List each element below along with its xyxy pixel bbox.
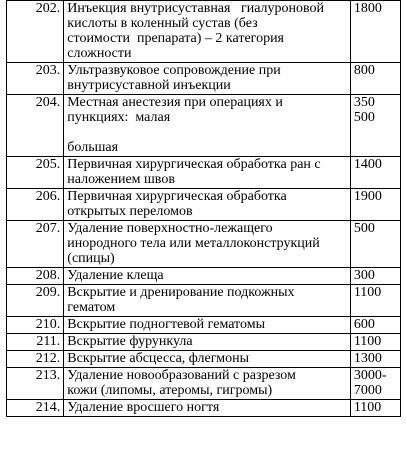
service-name-line: Первичная хирургическая обработка ран с [67,157,321,172]
table-row [7,95,401,157]
row-number: 210. [7,317,64,334]
table-row [7,268,401,285]
service-price [350,317,400,334]
service-name-line: Местная анестезия при операциях и [67,95,283,110]
service-price [350,351,400,368]
service-price [350,221,400,268]
row-number: 212. [7,351,64,368]
service-name-line: Вскрытие абсцесса, флегмоны [67,351,250,366]
service-price [350,95,400,157]
price-value: 3000- [353,368,387,383]
service-name-line: открытых переломов [67,204,193,219]
service-price [350,285,400,317]
service-price [350,157,400,189]
service-name-line: Вскрытие подногтевой гематомы [67,317,265,332]
row-number: 214. [7,400,64,417]
service-name [64,221,351,268]
service-name-line: Удаление новообразований с разрезом [67,368,296,383]
service-name [64,400,351,417]
row-number: 206. [7,189,64,221]
table-row [7,317,401,334]
service-name-line: стоимости препарата) – 2 категория [67,31,284,46]
row-number: 213. [7,368,64,400]
service-name-line: кожи (липомы, атеромы, гигромы) [67,383,273,398]
price-value: 1400 [353,157,382,172]
service-name-line: большая [67,140,119,155]
row-number: 209. [7,285,64,317]
service-price [350,189,400,221]
service-name-line: Удаление вросшего ногтя [67,400,220,415]
service-price [350,268,400,285]
service-name-line: Первичная хирургическая обработка [67,189,287,204]
price-value: 1800 [353,1,382,16]
table-row [7,63,401,95]
table-row [7,368,401,400]
price-value: 800 [353,63,375,78]
service-name [64,157,351,189]
price-value: 600 [353,317,375,332]
row-number: 207. [7,221,64,268]
table-row [7,334,401,351]
service-name-line: гематом [67,300,116,315]
price-table-body [7,1,401,417]
service-name [64,334,351,351]
service-price [350,1,400,63]
row-number: 211. [7,334,64,351]
blank-line [67,125,347,140]
service-name-line: Ультразвуковое сопровождение при [67,63,281,78]
service-name-line: сложности [67,46,132,61]
service-name [64,1,351,63]
service-name-line: наложением швов [67,172,175,187]
service-name-line: пункциях: малая [67,110,171,125]
service-price [350,368,400,400]
price-value: 1900 [353,189,382,204]
table-row [7,189,401,221]
service-name-line: Вскрытие фурункула [67,334,193,349]
table-row [7,351,401,368]
service-name-line: инородного тела или металлоконструкций [67,236,320,251]
row-number: 208. [7,268,64,285]
service-name [64,268,351,285]
row-number: 203. [7,63,64,95]
service-name [64,189,351,221]
service-price [350,334,400,351]
price-value: 300 [353,268,375,283]
table-row [7,285,401,317]
price-value: 1100 [353,334,382,349]
price-value: 500 [353,110,375,125]
service-name-line: Инъекция внутрисуставная гиалуроновой [67,1,325,16]
price-value: 350 [353,95,375,110]
price-table [6,0,401,417]
table-row [7,221,401,268]
service-name [64,317,351,334]
service-name [64,368,351,400]
row-number: 202. [7,1,64,63]
price-value: 1100 [353,285,382,300]
service-name-line: Удаление клеща [67,268,164,283]
service-price [350,63,400,95]
price-value: 1100 [353,400,382,415]
service-name-line: (спицы) [67,251,115,266]
service-name [64,285,351,317]
price-value: 7000 [353,383,382,398]
service-name [64,351,351,368]
service-name [64,95,351,157]
service-price [350,400,400,417]
service-name-line: Удаление поверхностно-лежащего [67,221,273,236]
service-name [64,63,351,95]
row-number: 205. [7,157,64,189]
table-row [7,157,401,189]
table-row [7,400,401,417]
service-name-line: Вскрытие и дренирование подкожных [67,285,295,300]
price-value: 500 [353,221,375,236]
service-name-line: внутрисуставной инъекции [67,78,231,93]
service-name-line: кислоты в коленный сустав (без [67,16,258,31]
row-number: 204. [7,95,64,157]
table-row [7,1,401,63]
price-value: 1300 [353,351,382,366]
